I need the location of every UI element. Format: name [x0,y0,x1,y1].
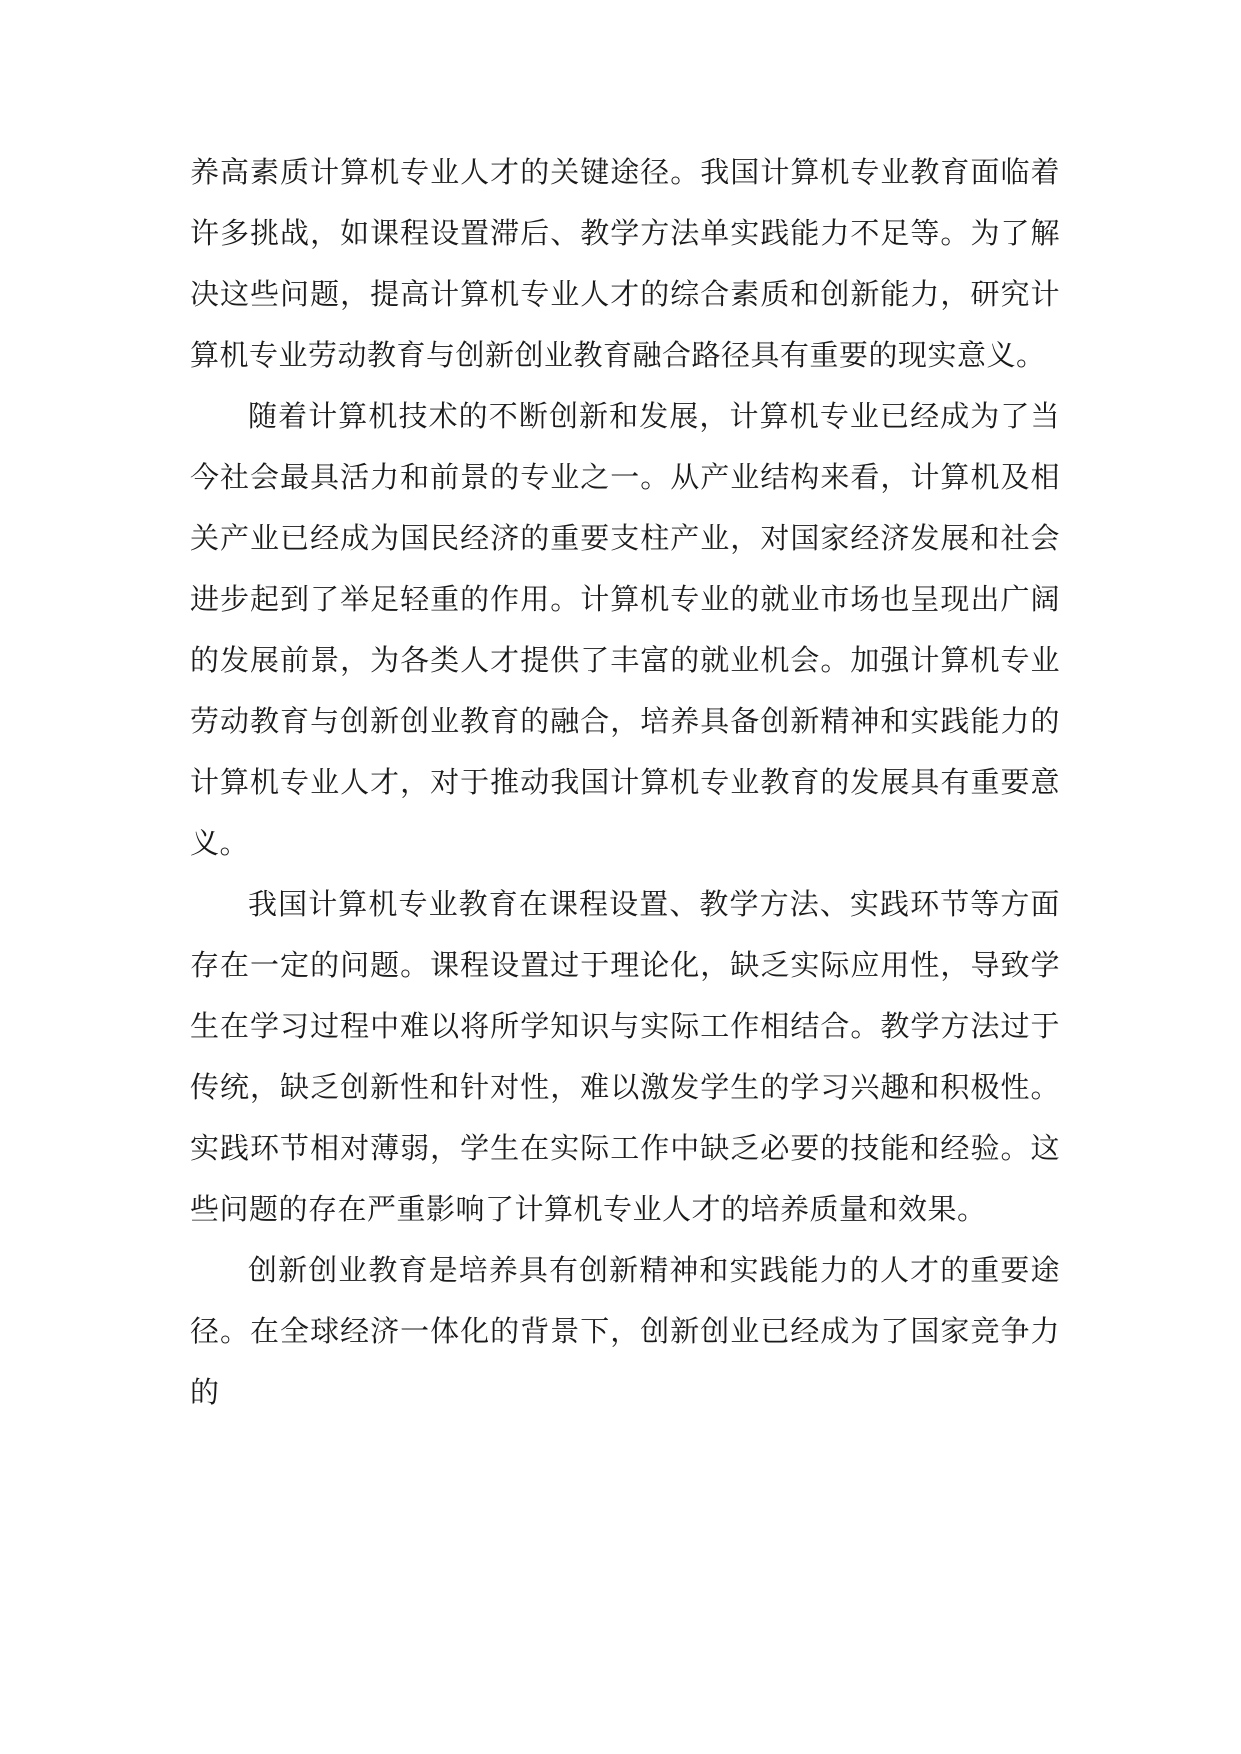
paragraph-3: 我国计算机专业教育在课程设置、教学方法、实践环节等方面存在一定的问题。课程设置过于理论化，缺乏实际应用性，导致学生在学习过程中难以将所学知识与实际工作相结合。教学方法过于传统，缺乏创新性和针对性，难以激发学生的学习兴趣和积极性。实践环节相对薄弱，学生在实际工作中缺乏必要的技能和经验。这些问题的存在严重影响了计算机专业人才的培养质量和效果。 [190,887,1060,1226]
paragraph-2: 随着计算机技术的不断创新和发展，计算机专业已经成为了当今社会最具活力和前景的专业之一。从产业结构来看，计算机及相关产业已经成为国民经济的重要支柱产业，对国家经济发展和社会进步起到了举足轻重的作用。计算机专业的就业市场也呈现出广阔的发展前景，为各类人才提供了丰富的就业机会。加强计算机专业劳动教育与创新创业教育的融合，培养具备创新精神和实践能力的计算机专业人才，对于推动我国计算机专业教育的发展具有重要意义。 [190,399,1060,860]
paragraph-4: 创新创业教育是培养具有创新精神和实践能力的人才的重要途径。在全球经济一体化的背景下，创新创业已经成为了国家竞争力的 [190,1253,1060,1409]
document-body [190,142,1060,1423]
paragraph-1: 养高素质计算机专业人才的关键途径。我国计算机专业教育面临着许多挑战，如课程设置滞后、教学方法单实践能力不足等。为了解决这些问题，提高计算机专业人才的综合素质和创新能力，研究计算机专业劳动教育与创新创业教育融合路径具有重要的现实意义。 [190,155,1060,372]
